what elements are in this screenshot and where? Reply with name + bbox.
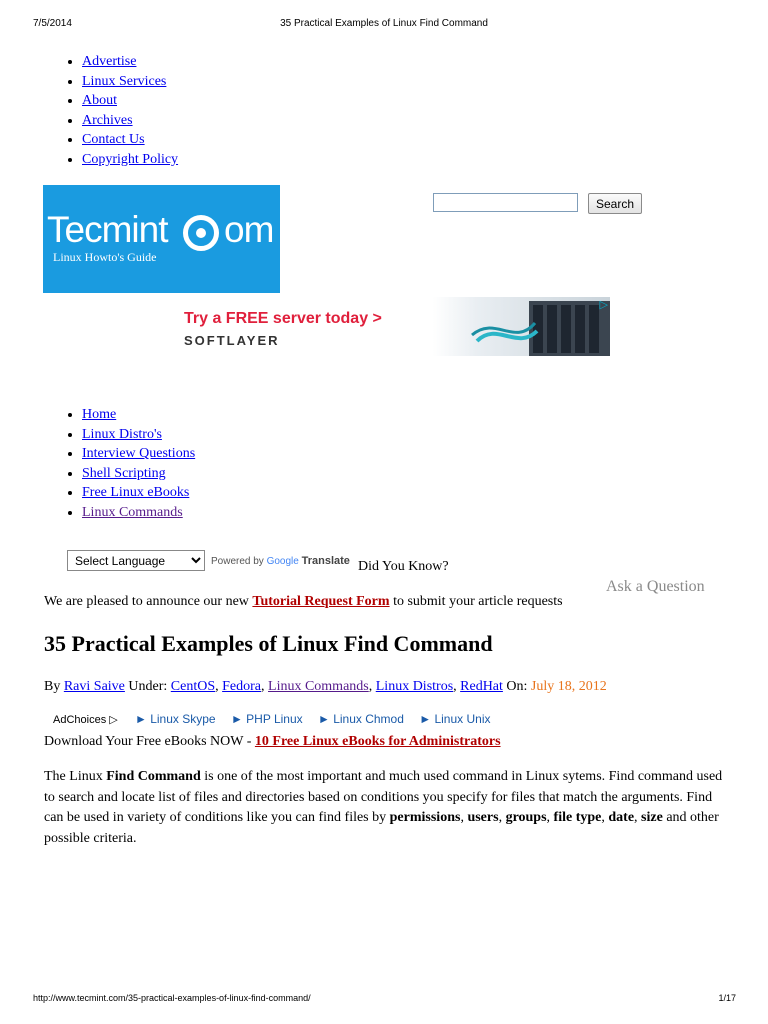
tutorial-request-form-link[interactable]: Tutorial Request Form — [252, 594, 390, 609]
did-you-know-label: Did You Know? — [358, 559, 449, 574]
article-title: 35 Practical Examples of Linux Find Command — [44, 631, 493, 656]
main-menu-link-linux-distros[interactable]: Linux Distro's — [82, 426, 162, 442]
byline-under: Under: — [128, 679, 168, 694]
ad-link-linux-chmod[interactable]: ► Linux Chmod — [317, 712, 404, 726]
intro-bold-permissions: permissions — [389, 810, 461, 825]
print-footer-url: http://www.tecmint.com/35-practical-examples-of-linux-find-command/ — [33, 993, 311, 1003]
top-menu-link-archives[interactable]: Archives — [82, 112, 133, 128]
search-input[interactable] — [433, 193, 578, 212]
main-menu-item-interview-questions — [82, 444, 195, 464]
byline-on: On: — [506, 679, 528, 694]
intro-text-1: The Linux — [44, 769, 107, 784]
intro-bold-date: date — [608, 810, 635, 825]
intro-bold-users: users — [467, 810, 499, 825]
intro-bold-file-type: file type — [553, 810, 602, 825]
main-menu-link-shell-scripting[interactable]: Shell Scripting — [82, 465, 166, 481]
top-menu-item-about — [82, 91, 178, 111]
top-menu-link-contact-us[interactable]: Contact Us — [82, 132, 145, 148]
byline-by: By — [44, 679, 61, 694]
top-menu-link-about[interactable]: About — [82, 93, 117, 109]
top-menu-item-contact-us — [82, 130, 178, 150]
article-date: July 18, 2012 — [530, 679, 607, 694]
category-link-redhat[interactable]: RedHat — [460, 679, 503, 694]
intro-text-3: and other possible criteria. — [44, 810, 719, 846]
print-header — [0, 18, 768, 32]
print-footer — [0, 993, 768, 1007]
adchoices-icon: ▷ — [109, 714, 118, 726]
translate-label: Translate — [301, 555, 350, 567]
main-menu-link-free-linux-ebooks[interactable]: Free Linux eBooks — [82, 485, 190, 501]
top-menu-link-copyright-policy[interactable]: Copyright Policy — [82, 151, 179, 167]
main-menu — [46, 405, 195, 523]
print-page-number: 1/17 — [718, 993, 736, 1003]
intro-sep-3: , — [546, 810, 554, 825]
intro-sep-4: , — [601, 810, 609, 825]
top-menu-item-advertise — [82, 52, 178, 72]
ebooks-link[interactable]: 10 Free Linux eBooks for Administrators — [254, 734, 501, 749]
search-button[interactable]: Search — [588, 193, 642, 214]
intro-sep-2: , — [498, 810, 506, 825]
google-logo-text: Google — [266, 556, 299, 567]
announcement-text-before: We are pleased to announce our new — [44, 594, 253, 609]
powered-by-label: Powered by — [211, 556, 264, 567]
top-menu-item-linux-services — [82, 72, 178, 92]
category-link-linux-commands[interactable]: Linux Commands — [268, 679, 369, 694]
main-menu-item-shell-scripting — [82, 464, 195, 484]
ad-links — [135, 712, 503, 726]
article-byline: By Ravi Saive Under: CentOS, Fedora, Linux Commands, Linux Distros, RedHat On: July 18, 2012 — [44, 679, 607, 694]
intro-sep-1: , — [460, 810, 468, 825]
print-title: 35 Practical Examples of Linux Find Command — [280, 18, 488, 29]
category-link-fedora[interactable]: Fedora — [222, 679, 262, 694]
main-menu-item-linux-distros — [82, 425, 195, 445]
server-rack-icon — [467, 301, 610, 356]
print-date: 7/5/2014 — [33, 18, 72, 29]
intro-bold-size: size — [641, 810, 663, 825]
intro-sep-5: , — [634, 810, 642, 825]
ad-info-icon[interactable]: ▷ — [599, 298, 608, 311]
announcement-text-after: to submit your article requests — [389, 594, 563, 609]
ebook-promo-text: Download Your Free eBooks NOW - — [44, 734, 255, 749]
adchoices-link[interactable] — [53, 713, 118, 726]
main-menu-link-home[interactable]: Home — [82, 407, 117, 422]
main-menu-link-linux-commands[interactable]: Linux Commands — [82, 504, 183, 520]
article-intro-paragraph — [44, 767, 732, 849]
ad-banner[interactable] — [167, 297, 610, 356]
intro-text-2: is one of the most important and much used command in Linux sytems. Find command used to search and locate list of files and directories based on conditions you specify for files that match the arguments. Find can be used in variety of conditions like you can find files by — [44, 769, 723, 825]
intro-bold-find-command: Find Command — [106, 769, 201, 784]
main-menu-item-linux-commands — [82, 503, 195, 523]
main-menu-item-home — [82, 405, 195, 425]
powered-by-google-translate[interactable] — [211, 555, 350, 567]
top-menu-item-copyright-policy — [82, 150, 178, 170]
logo-word-suffix: om — [224, 209, 274, 250]
author-link[interactable]: Ravi Saive — [63, 679, 125, 694]
ad-link-linux-unix[interactable]: ► Linux Unix — [419, 712, 491, 726]
site-logo[interactable] — [43, 185, 280, 293]
logo-c-icon — [183, 215, 219, 251]
adchoices-label: AdChoices — [53, 714, 107, 726]
ad-banner-headline: Try a FREE server today > — [184, 310, 382, 327]
ask-question-link[interactable]: Ask a Question — [606, 578, 705, 595]
ad-link-linux-skype[interactable]: ► Linux Skype — [135, 712, 216, 726]
category-link-centos[interactable]: CentOS — [170, 679, 216, 694]
top-menu-link-advertise[interactable]: Advertise — [82, 54, 137, 69]
ebook-promo — [44, 734, 501, 750]
intro-bold-groups: groups — [505, 810, 547, 825]
top-menu-link-linux-services[interactable]: Linux Services — [82, 73, 167, 89]
ad-banner-brand: SOFTLAYER — [184, 333, 280, 348]
logo-word: Tecmint — [47, 209, 168, 250]
top-menu-item-archives — [82, 111, 178, 131]
category-link-linux-distros[interactable]: Linux Distros — [375, 679, 454, 694]
top-menu — [46, 52, 178, 170]
logo-tagline: Linux Howto's Guide — [53, 250, 157, 264]
main-menu-item-free-linux-ebooks — [82, 483, 195, 503]
main-menu-link-interview-questions[interactable]: Interview Questions — [82, 446, 196, 462]
announcement — [44, 594, 563, 610]
language-select[interactable] — [67, 550, 205, 571]
ad-link-php-linux[interactable]: ► PHP Linux — [230, 712, 303, 726]
